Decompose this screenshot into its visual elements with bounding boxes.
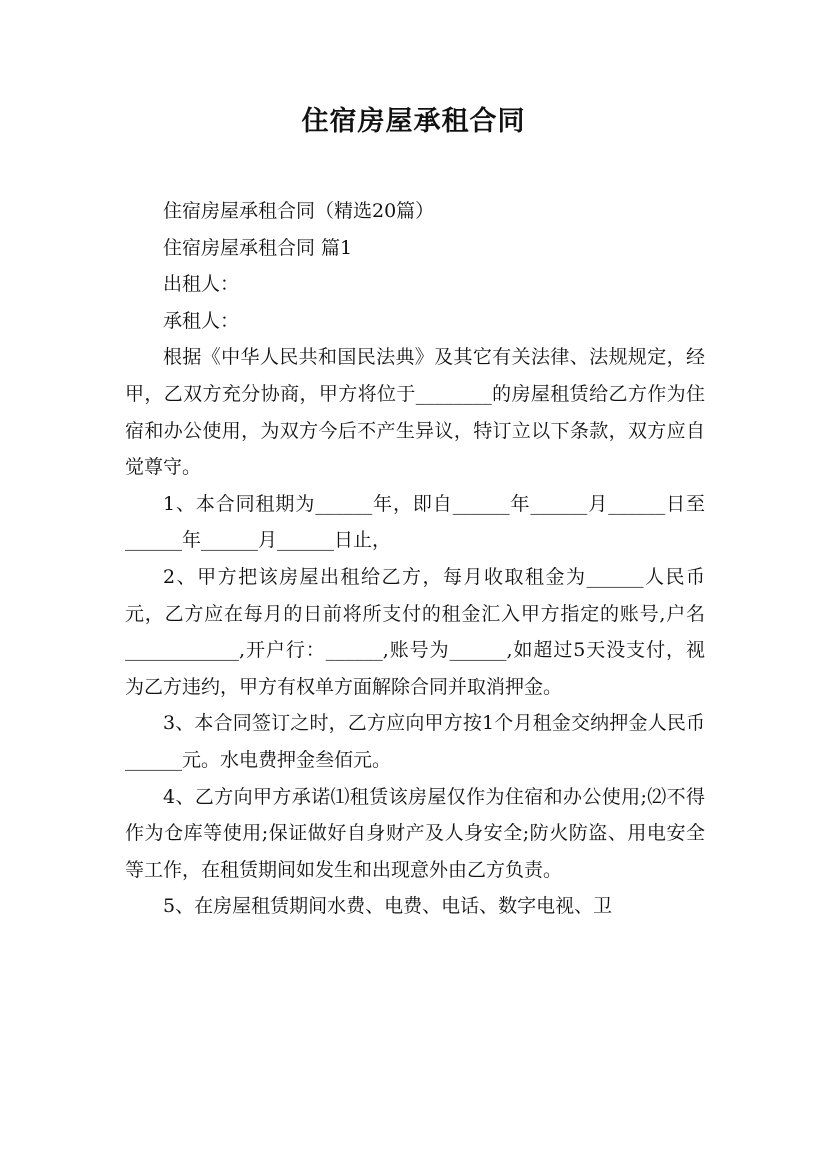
- paragraph-section-heading: 住宿房屋承租合同 篇1: [163, 236, 353, 259]
- document-body: [125, 193, 705, 925]
- paragraph-clause-1: 1、本合同租期为______年，即自______年______月______日至______年______月______日止，: [125, 492, 705, 552]
- paragraph-subtitle: 住宿房屋承租合同（精选20篇）: [163, 200, 435, 222]
- document-title: 住宿房屋承租合同: [301, 106, 526, 137]
- paragraph-clause-4: 4、乙方向甲方承诺⑴租赁该房屋仅作为住宿和办公使用;⑵不得作为仓库等使用;保证做好自身财产及人身安全;防火防盗、用电安全等工作，在租赁期间如发生和出现意外由乙方负责。: [125, 785, 705, 881]
- paragraph-lessor: 出租人：: [163, 273, 240, 296]
- paragraph-lessee: 承租人：: [163, 309, 240, 332]
- paragraph-preamble: 根据《中华人民共和国民法典》及其它有关法律、法规规定，经甲，乙双方充分协商，甲方将位于________的房屋租赁给乙方作为住宿和办公使用，为双方今后不产生异议，特订立以下条款，双方应自觉尊守。: [125, 346, 705, 479]
- paragraph-clause-2: 2、甲方把该房屋出租给乙方，每月收取租金为______人民币元，乙方应在每月的日前将所支付的租金汇入甲方指定的账号,户名____________,开户行：______,账号为______,如超过5天没支付，视为乙方违约，甲方有权单方面解除合同并取消押金。: [125, 565, 705, 698]
- paragraph-clause-3: 3、本合同签订之时，乙方应向甲方按1个月租金交纳押金人民币______元。水电费押金叁佰元。: [125, 712, 705, 771]
- paragraph-clause-5: 5、在房屋租赁期间水费、电费、电话、数字电视、卫: [163, 895, 613, 918]
